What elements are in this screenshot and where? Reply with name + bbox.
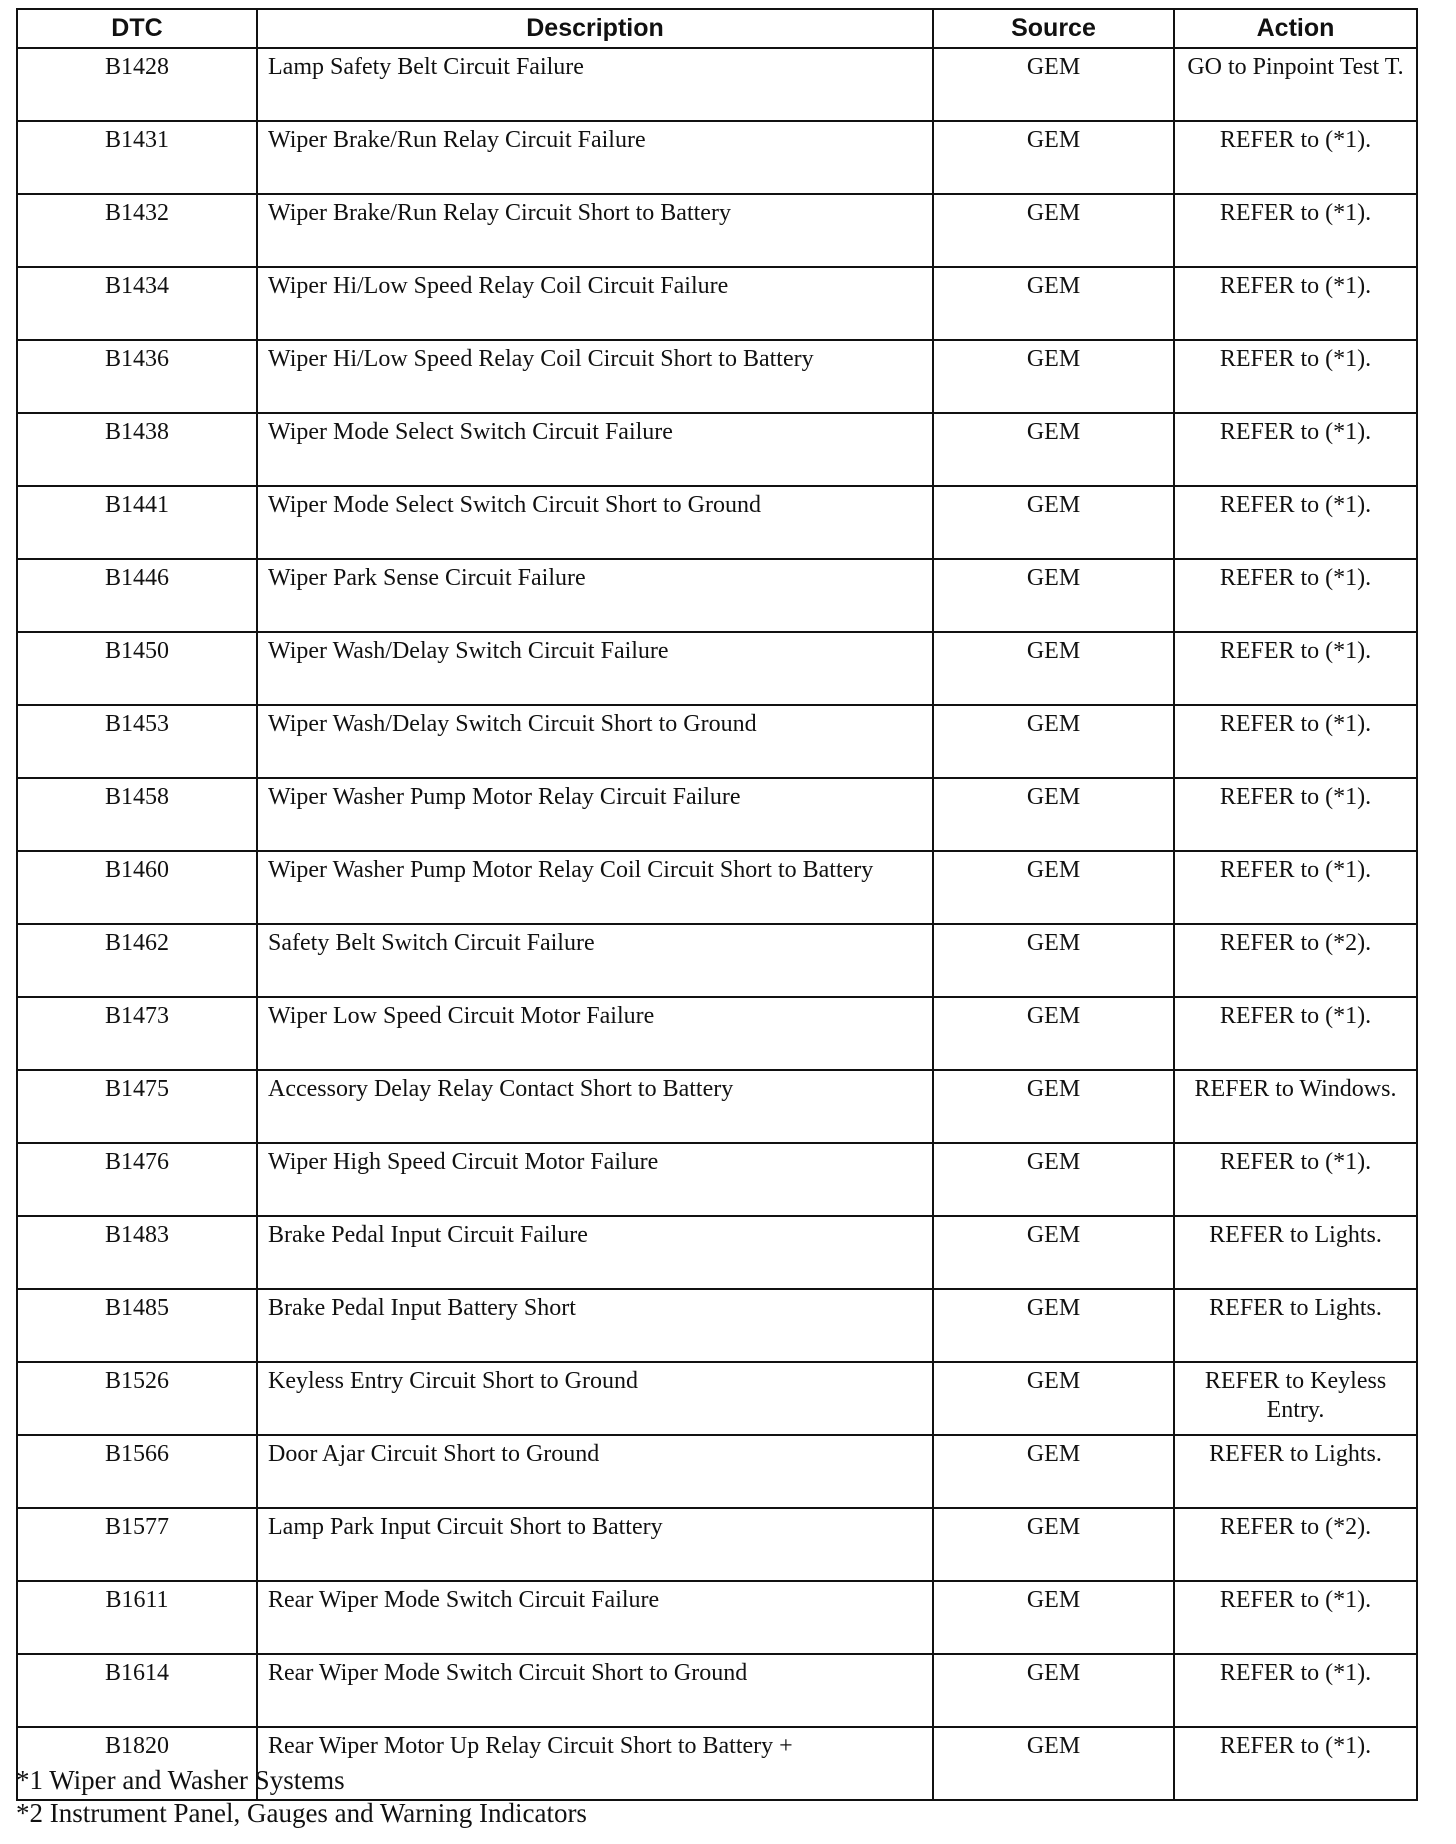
dtc-code: B1446 (17, 559, 257, 632)
table-row (17, 1508, 1417, 1581)
description-cell: Lamp Safety Belt Circuit Failure (257, 48, 933, 121)
source-cell: GEM (933, 705, 1174, 778)
source-cell: GEM (933, 1070, 1174, 1143)
source-cell: GEM (933, 194, 1174, 267)
dtc-code: B1432 (17, 194, 257, 267)
table-row (17, 267, 1417, 340)
table-row (17, 194, 1417, 267)
description-cell: Door Ajar Circuit Short to Ground (257, 1435, 933, 1508)
description-cell: Wiper Mode Select Switch Circuit Failure (257, 413, 933, 486)
table-row (17, 851, 1417, 924)
dtc-code: B1566 (17, 1435, 257, 1508)
action-cell: REFER to (*1). (1174, 413, 1417, 486)
table-row (17, 486, 1417, 559)
footnote-2: *2 Instrument Panel, Gauges and Warning Indicators (16, 1798, 587, 1828)
dtc-code: B1438 (17, 413, 257, 486)
table-body (17, 48, 1417, 1800)
dtc-code: B1577 (17, 1508, 257, 1581)
source-cell: GEM (933, 413, 1174, 486)
table-row (17, 1654, 1417, 1727)
description-cell: Wiper Hi/Low Speed Relay Coil Circuit Short to Battery (257, 340, 933, 413)
source-cell: GEM (933, 1143, 1174, 1216)
action-cell: GO to Pinpoint Test T. (1174, 48, 1417, 121)
description-cell: Wiper Wash/Delay Switch Circuit Short to Ground (257, 705, 933, 778)
description-cell: Brake Pedal Input Battery Short (257, 1289, 933, 1362)
dtc-table (16, 8, 1418, 1801)
description-cell: Rear Wiper Mode Switch Circuit Failure (257, 1581, 933, 1654)
source-cell: GEM (933, 1435, 1174, 1508)
source-cell: GEM (933, 1289, 1174, 1362)
action-cell: REFER to (*1). (1174, 1727, 1417, 1800)
action-cell: REFER to (*1). (1174, 340, 1417, 413)
dtc-code: B1431 (17, 121, 257, 194)
dtc-code: B1485 (17, 1289, 257, 1362)
action-cell: REFER to (*1). (1174, 632, 1417, 705)
header-action: Action (1174, 9, 1417, 48)
table-row (17, 559, 1417, 632)
description-cell: Wiper Washer Pump Motor Relay Coil Circuit Short to Battery (257, 851, 933, 924)
source-cell: GEM (933, 48, 1174, 121)
description-cell: Wiper Brake/Run Relay Circuit Short to Battery (257, 194, 933, 267)
action-cell: REFER to Keyless Entry. (1174, 1362, 1417, 1435)
header-dtc: DTC (17, 9, 257, 48)
action-cell: REFER to (*1). (1174, 1654, 1417, 1727)
table-header-row (17, 9, 1417, 48)
action-cell: REFER to (*2). (1174, 924, 1417, 997)
action-cell: REFER to (*1). (1174, 1581, 1417, 1654)
header-description: Description (257, 9, 933, 48)
dtc-code: B1476 (17, 1143, 257, 1216)
dtc-code: B1441 (17, 486, 257, 559)
source-cell: GEM (933, 1508, 1174, 1581)
footnotes (16, 1764, 587, 1830)
description-cell: Wiper Hi/Low Speed Relay Coil Circuit Failure (257, 267, 933, 340)
action-cell: REFER to (*1). (1174, 1143, 1417, 1216)
description-cell: Wiper Low Speed Circuit Motor Failure (257, 997, 933, 1070)
description-cell: Wiper Wash/Delay Switch Circuit Failure (257, 632, 933, 705)
dtc-code: B1436 (17, 340, 257, 413)
action-cell: REFER to (*1). (1174, 486, 1417, 559)
table-row (17, 1216, 1417, 1289)
header-source: Source (933, 9, 1174, 48)
dtc-code: B1473 (17, 997, 257, 1070)
action-cell: REFER to (*1). (1174, 997, 1417, 1070)
table-row (17, 1070, 1417, 1143)
dtc-code: B1458 (17, 778, 257, 851)
action-cell: REFER to (*2). (1174, 1508, 1417, 1581)
dtc-code: B1526 (17, 1362, 257, 1435)
table-row (17, 340, 1417, 413)
table-row (17, 632, 1417, 705)
source-cell: GEM (933, 997, 1174, 1070)
dtc-code: B1450 (17, 632, 257, 705)
description-cell: Rear Wiper Mode Switch Circuit Short to Ground (257, 1654, 933, 1727)
description-cell: Accessory Delay Relay Contact Short to Battery (257, 1070, 933, 1143)
dtc-code: B1611 (17, 1581, 257, 1654)
table-row (17, 705, 1417, 778)
description-cell: Brake Pedal Input Circuit Failure (257, 1216, 933, 1289)
dtc-code: B1820 (17, 1727, 257, 1800)
table-row (17, 1581, 1417, 1654)
source-cell: GEM (933, 340, 1174, 413)
dtc-code: B1462 (17, 924, 257, 997)
description-cell: Wiper Brake/Run Relay Circuit Failure (257, 121, 933, 194)
action-cell: REFER to Lights. (1174, 1216, 1417, 1289)
action-cell: REFER to Windows. (1174, 1070, 1417, 1143)
source-cell: GEM (933, 778, 1174, 851)
action-cell: REFER to Lights. (1174, 1435, 1417, 1508)
description-cell: Rear Wiper Motor Up Relay Circuit Short to Battery + (257, 1727, 933, 1800)
description-cell: Wiper Mode Select Switch Circuit Short to Ground (257, 486, 933, 559)
description-cell: Wiper Washer Pump Motor Relay Circuit Failure (257, 778, 933, 851)
source-cell: GEM (933, 924, 1174, 997)
source-cell: GEM (933, 632, 1174, 705)
description-cell: Wiper Park Sense Circuit Failure (257, 559, 933, 632)
dtc-code: B1434 (17, 267, 257, 340)
action-cell: REFER to (*1). (1174, 851, 1417, 924)
source-cell: GEM (933, 486, 1174, 559)
description-cell: Keyless Entry Circuit Short to Ground (257, 1362, 933, 1435)
table-row (17, 778, 1417, 851)
table-row (17, 413, 1417, 486)
description-cell: Lamp Park Input Circuit Short to Battery (257, 1508, 933, 1581)
dtc-code: B1475 (17, 1070, 257, 1143)
table-row (17, 1362, 1417, 1435)
description-cell: Safety Belt Switch Circuit Failure (257, 924, 933, 997)
source-cell: GEM (933, 1654, 1174, 1727)
action-cell: REFER to (*1). (1174, 559, 1417, 632)
source-cell: GEM (933, 121, 1174, 194)
dtc-code: B1460 (17, 851, 257, 924)
table-row (17, 121, 1417, 194)
table-row (17, 48, 1417, 121)
footnote-1: *1 Wiper and Washer Systems (16, 1765, 345, 1795)
dtc-code: B1614 (17, 1654, 257, 1727)
table-row (17, 997, 1417, 1070)
source-cell: GEM (933, 851, 1174, 924)
source-cell: GEM (933, 1727, 1174, 1800)
action-cell: REFER to Lights. (1174, 1289, 1417, 1362)
action-cell: REFER to (*1). (1174, 194, 1417, 267)
dtc-code: B1428 (17, 48, 257, 121)
source-cell: GEM (933, 267, 1174, 340)
table-row (17, 1143, 1417, 1216)
dtc-code: B1483 (17, 1216, 257, 1289)
action-cell: REFER to (*1). (1174, 267, 1417, 340)
table-row (17, 924, 1417, 997)
table-row (17, 1289, 1417, 1362)
action-cell: REFER to (*1). (1174, 121, 1417, 194)
source-cell: GEM (933, 1581, 1174, 1654)
action-cell: REFER to (*1). (1174, 778, 1417, 851)
dtc-code: B1453 (17, 705, 257, 778)
description-cell: Wiper High Speed Circuit Motor Failure (257, 1143, 933, 1216)
source-cell: GEM (933, 1216, 1174, 1289)
action-cell: REFER to (*1). (1174, 705, 1417, 778)
source-cell: GEM (933, 559, 1174, 632)
source-cell: GEM (933, 1362, 1174, 1435)
table-row (17, 1435, 1417, 1508)
